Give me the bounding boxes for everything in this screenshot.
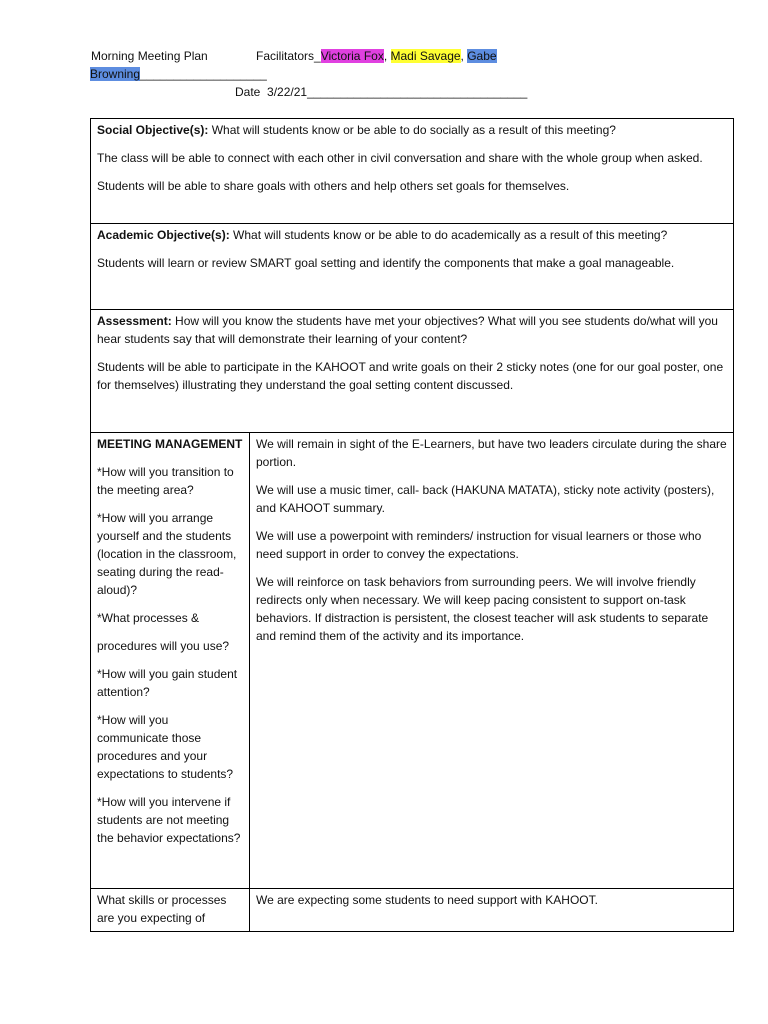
social-objective-cell xyxy=(91,119,734,224)
skills-question: What skills or processes are you expecting of xyxy=(91,889,250,932)
management-question-6: *How will you intervene if students are not meeting the behavior expectations? xyxy=(97,795,241,845)
management-question-2: *How will you arrange yourself and the students (location in the classroom, seating during the read-aloud)? xyxy=(97,511,237,597)
date-blank-line: _________________________________ xyxy=(307,85,528,99)
meeting-management-questions xyxy=(91,433,250,889)
management-answer-4: We will reinforce on task behaviors from surrounding peers. We will involve friendly redirects only when necessary. We will keep pacing consistent to support on-task behaviors. If distraction is persistent, the closest teacher will ask students to separate and remind them of the activity and its importance. xyxy=(256,575,709,643)
academic-objective-prompt xyxy=(97,226,727,244)
academic-objective-cell xyxy=(91,224,734,310)
assessment-cell xyxy=(91,310,734,433)
separator: , xyxy=(460,49,468,63)
facilitator-name-3-last: Browning xyxy=(90,67,141,81)
assessment-question: How will you know the students have met your objectives? What will you see students do/what will you hear students say that will demonstrate their learning of your content? xyxy=(97,314,718,346)
social-objective-question: What will students know or be able to do socially as a result of this meeting? xyxy=(208,123,616,137)
plan-table xyxy=(90,118,734,932)
assessment-label: Assessment: xyxy=(97,314,172,328)
skills-answer: We are expecting some students to need support with KAHOOT. xyxy=(250,889,734,932)
assessment-answer: Students will be able to participate in the KAHOOT and write goals on their 2 sticky notes (one for our goal poster, one for themselves) illustrating they understand the goal setting content discussed. xyxy=(97,360,724,392)
blank-line: ___________________ xyxy=(140,67,267,81)
management-answer-3: We will use a powerpoint with reminders/ instruction for visual learners or those who need support in order to convey the expectations. xyxy=(256,529,702,561)
social-objective-prompt xyxy=(97,121,727,139)
social-objective-row xyxy=(91,119,734,224)
social-objective-label: Social Objective(s): xyxy=(97,123,209,137)
meeting-management-label: MEETING MANAGEMENT xyxy=(97,437,243,451)
skills-row xyxy=(91,889,734,932)
management-question-5: *How will you communicate those procedures and your expectations to students? xyxy=(97,713,234,781)
management-answer-1: We will remain in sight of the E-Learners, but have two leaders circulate during the share portion. xyxy=(256,437,727,469)
facilitators-line xyxy=(256,47,497,65)
academic-objective-row xyxy=(91,224,734,310)
date-label: Date xyxy=(235,85,261,99)
facilitator-name-3-first: Gabe xyxy=(467,49,497,63)
facilitators-label: Facilitators_ xyxy=(256,49,321,63)
assessment-row xyxy=(91,310,734,433)
social-objective-answer-2: Students will be able to share goals with others and help others set goals for themselves. xyxy=(97,179,570,193)
facilitator-name-2: Madi Savage xyxy=(390,49,461,63)
date-value: 3/22/21 xyxy=(267,85,308,99)
academic-objective-question: What will students know or be able to do academically as a result of this meeting? xyxy=(229,228,668,242)
assessment-prompt xyxy=(97,312,727,348)
management-question-1: *How will you transition to the meeting area? xyxy=(97,465,234,497)
academic-objective-answer: Students will learn or review SMART goal setting and identify the components that make a goal manageable. xyxy=(97,256,675,270)
management-question-4: *How will you gain student attention? xyxy=(97,667,238,699)
facilitator-name-3-line xyxy=(90,65,267,83)
plan-title: Morning Meeting Plan xyxy=(91,49,208,63)
facilitator-name-1: Victoria Fox xyxy=(320,49,384,63)
meeting-management-row xyxy=(91,433,734,889)
management-answer-2: We will use a music timer, call- back (HAKUNA MATATA), sticky note activity (posters), and KAHOOT summary. xyxy=(256,483,715,515)
social-objective-answer-1: The class will be able to connect with each other in civil conversation and share with the whole group when asked. xyxy=(97,151,703,165)
academic-objective-label: Academic Objective(s): xyxy=(97,228,230,242)
separator: , xyxy=(383,49,391,63)
meeting-management-answers xyxy=(250,433,734,889)
management-question-3b: procedures will you use? xyxy=(97,639,230,653)
date-line xyxy=(235,83,527,101)
management-question-3a: *What processes & xyxy=(97,611,200,625)
